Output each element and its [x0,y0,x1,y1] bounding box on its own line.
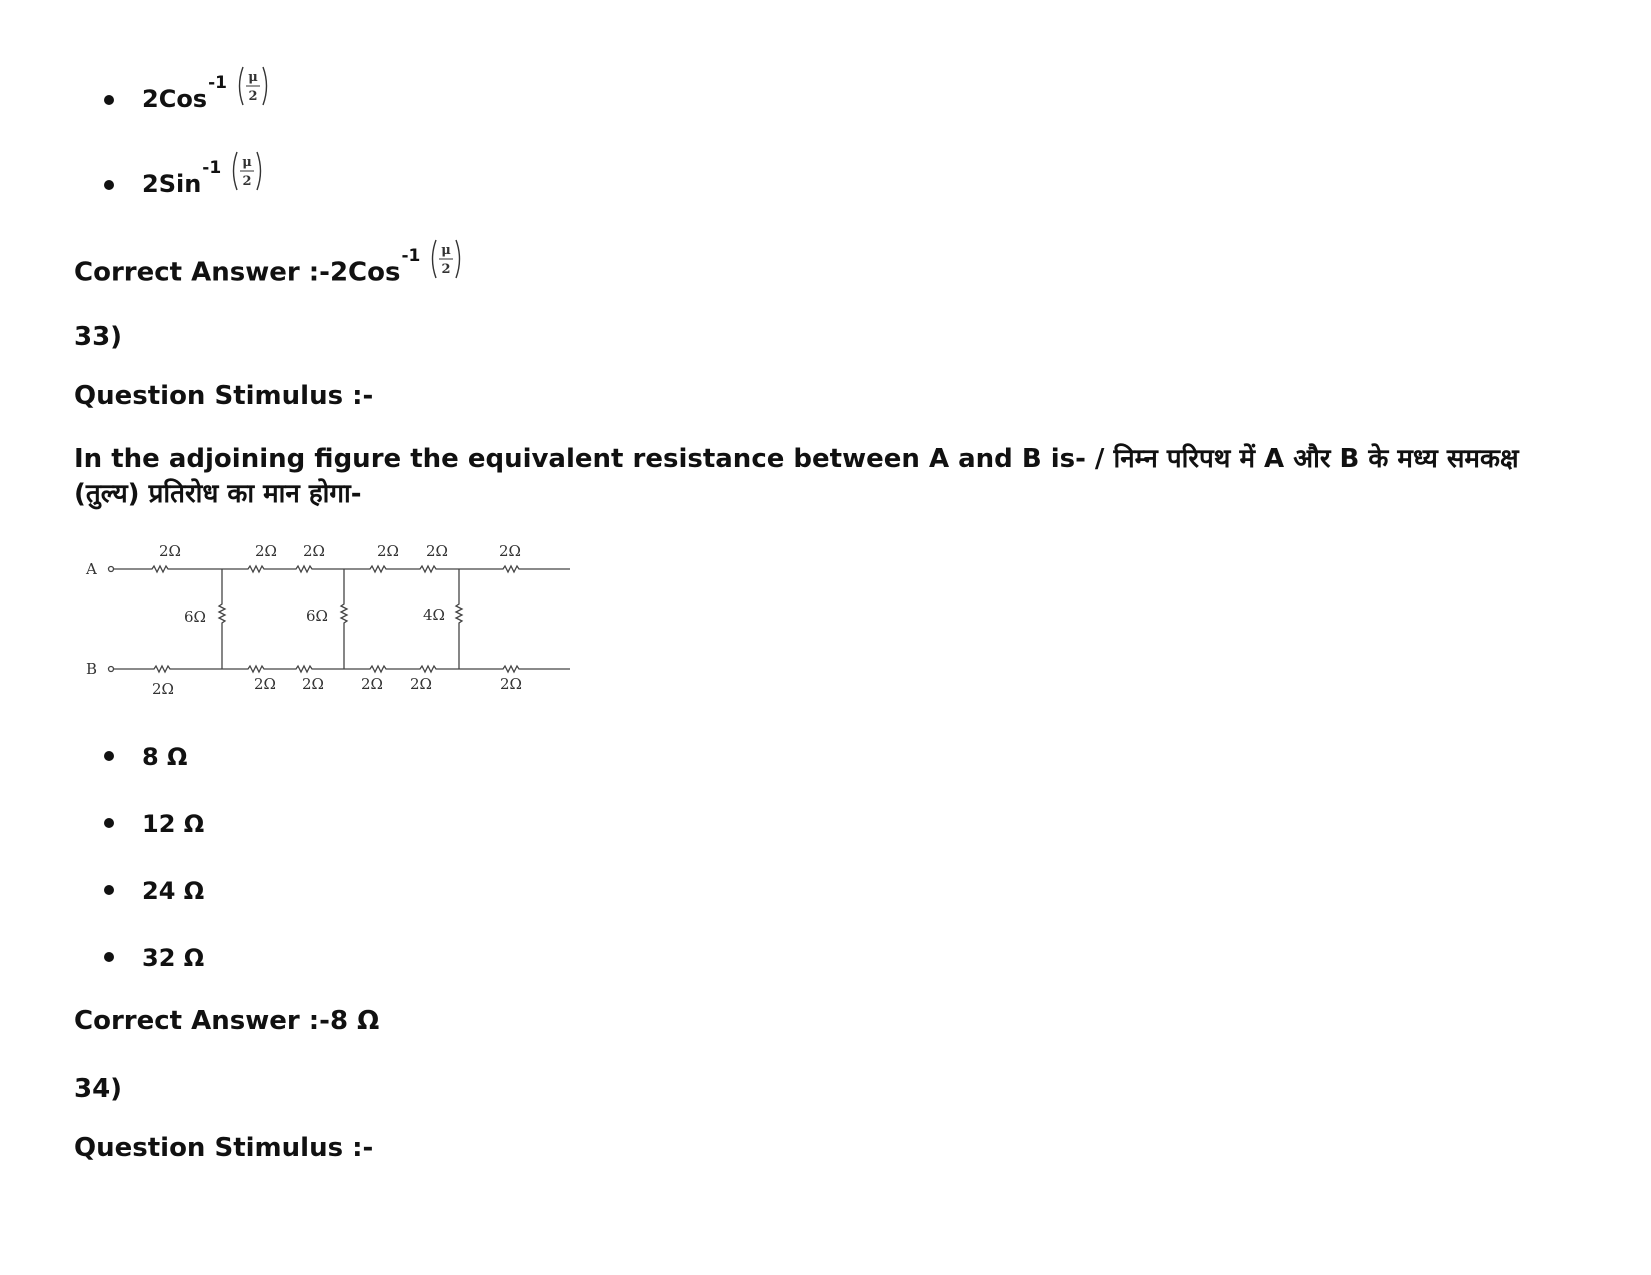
svg-text:μ: μ [248,70,258,85]
svg-text:2: 2 [248,89,258,104]
option-bullet [104,751,114,761]
resistor-label: 2Ω [500,675,522,693]
resistor-label: 4Ω [423,606,445,624]
correct-answer-superscript: -1 [401,245,421,266]
svg-text:2: 2 [242,174,252,189]
svg-text:2: 2 [441,262,451,277]
resistor-label: 2Ω [255,542,277,560]
option-bullet [104,885,114,895]
resistor-label: 2Ω [159,542,181,560]
correct-answer-label: Correct Answer :- [74,257,330,288]
svg-text:μ: μ [441,243,452,258]
resistor-label: 2Ω [361,675,383,693]
resistor-label: 2Ω [302,675,324,693]
circuit-diagram [74,532,574,702]
option-2: 12 Ω [142,810,205,838]
prev-option-2 [142,155,265,207]
option-1: 8 Ω [142,743,188,771]
option-bullet [104,95,114,105]
node-b-label: B [86,660,98,678]
correct-answer [74,1006,379,1036]
node-a-label: A [86,560,97,578]
question-number: 34) [74,1074,123,1104]
correct-answer-value: 2Cos [329,257,401,288]
prev-option-1 [142,70,271,122]
option-bullet [104,952,114,962]
option-3: 24 Ω [142,877,205,905]
fraction-icon [428,237,464,281]
fraction-icon [229,149,265,193]
resistor-label: 6Ω [184,608,206,626]
resistor-label: 2Ω [499,542,521,560]
resistor-label: 2Ω [254,675,276,693]
prev-correct-answer [74,243,464,295]
option-text: 2Cos [142,85,208,113]
svg-text:μ: μ [242,155,252,170]
option-superscript: -1 [208,73,227,93]
resistor-label: 6Ω [306,607,328,625]
question-stimulus-text: In the adjoining figure the equivalent resistance between A and B is- / निम्न परिपथ में A और B के मध्य समकक्ष (तुल्य) प्रतिरोध का मान होगा- [74,444,1519,509]
question-number: 33) [74,322,123,352]
option-bullet [104,818,114,828]
question-stimulus-label: Question Stimulus :- [74,1133,374,1163]
resistor-label: 2Ω [377,542,399,560]
question-stimulus-label: Question Stimulus :- [74,381,374,411]
option-superscript: -1 [202,158,222,178]
resistor-label: 2Ω [303,542,325,560]
resistor-label: 2Ω [152,680,174,698]
correct-answer-label: Correct Answer :- [74,1006,330,1036]
resistor-label: 2Ω [410,675,432,693]
option-text: 2Sin [142,170,202,198]
option-4: 32 Ω [142,944,205,972]
correct-answer-value: 8 Ω [329,1006,380,1036]
fraction-icon [235,64,271,108]
option-bullet [104,180,114,190]
resistor-label: 2Ω [426,542,448,560]
